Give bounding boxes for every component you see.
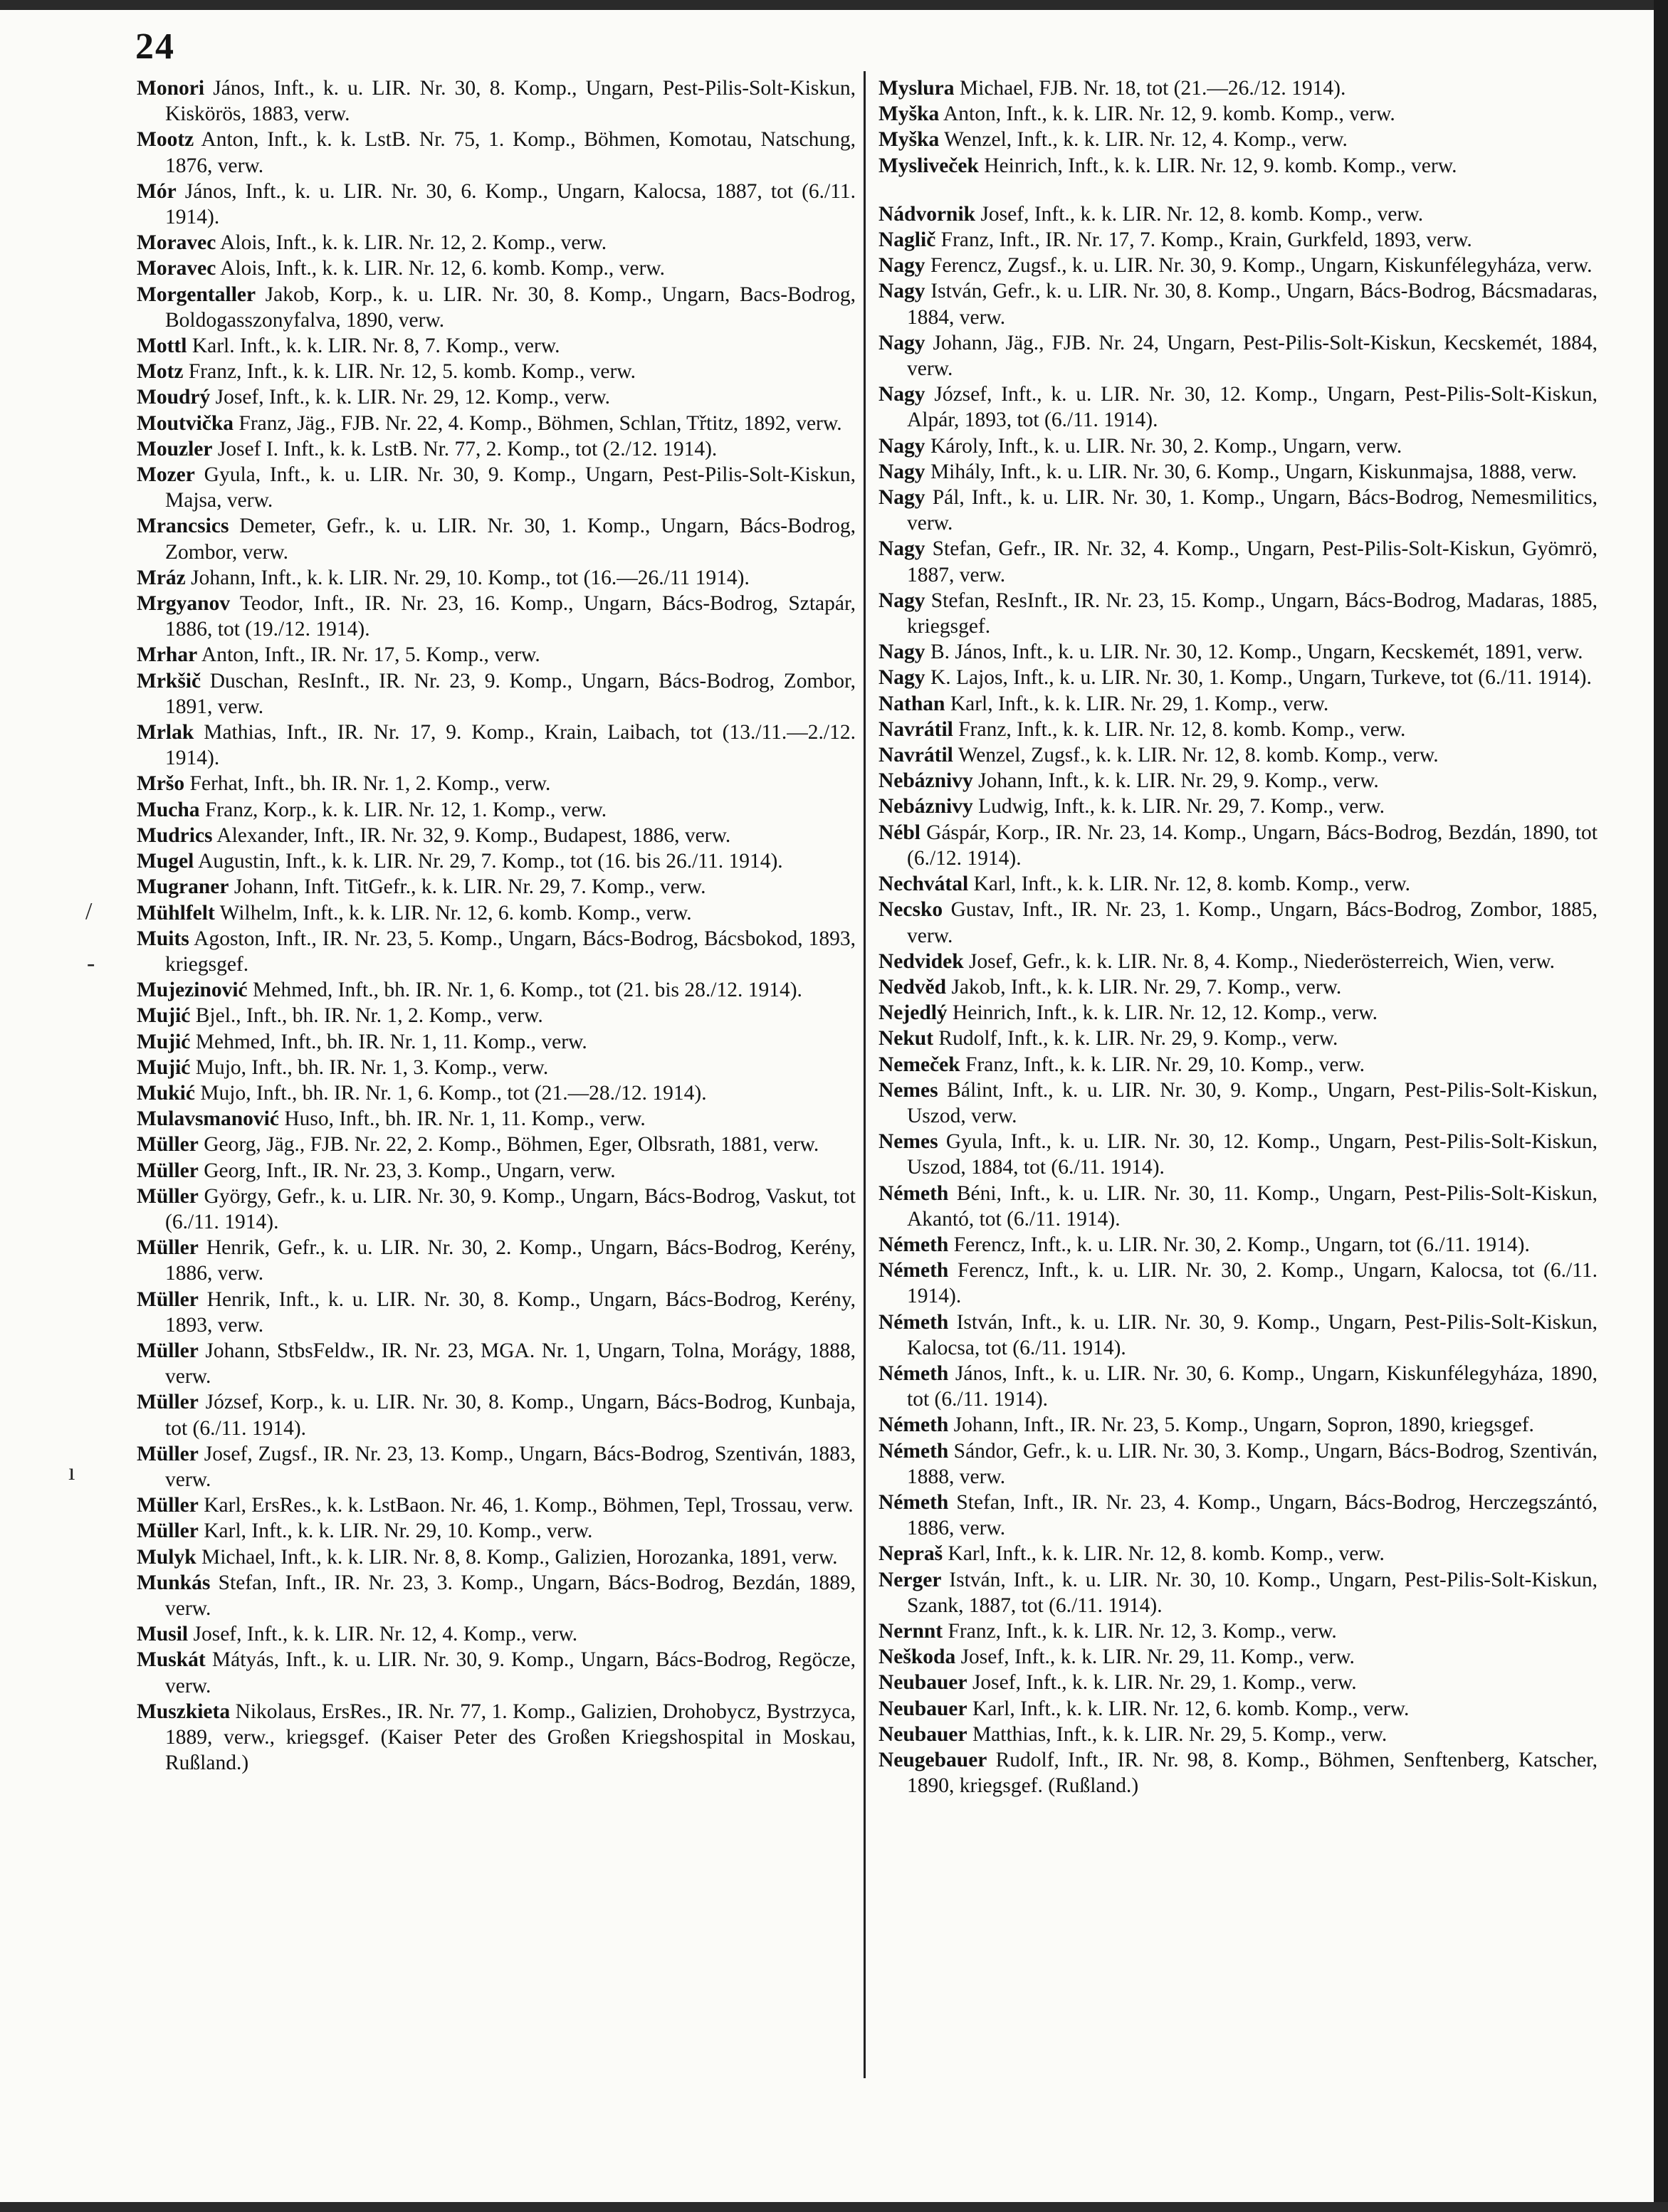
page-number: 24	[135, 26, 175, 67]
entry-details: Franz, Jäg., FJB. Nr. 22, 4. Komp., Böhmen, Schlan, Třtitz, 1892, verw.	[234, 411, 842, 435]
list-item	[878, 974, 1598, 1000]
list-item	[137, 591, 856, 642]
margin-mark-tick: ı	[68, 1459, 75, 1485]
list-item	[137, 823, 856, 848]
entry-surname: Nechvátal	[878, 873, 969, 896]
list-item	[878, 330, 1598, 381]
list-item	[137, 1699, 856, 1776]
entry-surname: Németh	[878, 1310, 949, 1334]
margin-mark-slash: /	[85, 898, 93, 925]
entry-details: Mujo, Inft., bh. IR. Nr. 1, 6. Komp., tot (21.—28./12. 1914).	[194, 1081, 707, 1105]
list-item	[137, 668, 856, 720]
entry-surname: Nádvornik	[878, 202, 976, 226]
entry-surname: Neubauer	[878, 1671, 967, 1695]
list-item	[137, 384, 856, 410]
list-item	[137, 1003, 856, 1028]
entry-surname: Myška	[878, 128, 940, 152]
list-item	[878, 691, 1598, 717]
left-column-entries	[137, 75, 856, 1776]
entry-details: Franz, Korp., k. k. LIR. Nr. 12, 1. Komp., verw.	[199, 798, 607, 821]
list-item	[137, 1055, 856, 1080]
entry-details: Michael, FJB. Nr. 18, tot (21.—26./12. 1914).	[954, 77, 1346, 100]
entry-surname: Nagy	[878, 537, 925, 561]
entry-surname: Nerger	[878, 1568, 942, 1591]
entry-details: Ferhat, Inft., bh. IR. Nr. 1, 2. Komp., verw.	[184, 772, 551, 796]
list-item	[137, 1235, 856, 1286]
entry-surname: Nagy	[878, 280, 925, 303]
entry-details: Augustin, Inft., k. k. LIR. Nr. 29, 7. Komp., tot (16. bis 26./11. 1914).	[194, 850, 783, 873]
entry-surname: Müller	[137, 1133, 199, 1157]
entry-surname: Mráz	[137, 566, 186, 589]
list-item	[137, 1492, 856, 1518]
entry-surname: Nekut	[878, 1027, 934, 1050]
entry-surname: Mrhar	[137, 643, 198, 667]
list-item	[137, 926, 856, 977]
list-item	[878, 1541, 1598, 1566]
entry-details: Wenzel, Inft., k. k. LIR. Nr. 12, 4. Komp., verw.	[939, 128, 1348, 152]
entry-details: Franz, Inft., IR. Nr. 17, 7. Komp., Krain, Gurkfeld, 1893, verw.	[935, 228, 1472, 252]
entry-details: Franz, Inft., k. k. LIR. Nr. 29, 10. Komp., verw.	[960, 1053, 1365, 1076]
list-item	[878, 278, 1598, 330]
entry-surname: Mujić	[137, 1055, 191, 1079]
entry-details: Johann, Inft., IR. Nr. 23, 5. Komp., Ungarn, Sopron, 1890, kriegsgef.	[948, 1413, 1534, 1437]
list-item	[137, 359, 856, 384]
entry-details: Károly, Inft., k. u. LIR. Nr. 30, 2. Komp., Ungarn, verw.	[925, 434, 1402, 458]
list-item	[878, 536, 1598, 587]
entry-surname: Mucha	[137, 798, 200, 821]
entry-surname: Müller	[137, 1520, 199, 1543]
entry-details: Mátyás, Inft., k. u. LIR. Nr. 30, 9. Komp., Ungarn, Bács-Bodrog, Regöcze, verw.	[165, 1648, 856, 1697]
entry-details: Matthias, Inft., k. k. LIR. Nr. 29, 5. Komp., verw.	[967, 1722, 1388, 1746]
entry-details: Josef, Gefr., k. k. LIR. Nr. 8, 4. Komp., Niederösterreich, Wien, verw.	[963, 949, 1556, 973]
entry-details: István, Inft., k. u. LIR. Nr. 30, 9. Komp., Ungarn, Pest-Pilis-Solt-Kiskun, Kalocsa, tot (6./11. 1914).	[907, 1310, 1598, 1359]
list-item	[878, 381, 1598, 433]
entry-surname: Nébl	[878, 821, 920, 844]
list-item	[137, 1184, 856, 1235]
entry-surname: Motz	[137, 360, 184, 384]
entry-surname: Mujić	[137, 1004, 191, 1028]
entry-surname: Mrkšič	[137, 669, 201, 692]
entry-details: Franz, Inft., k. k. LIR. Nr. 12, 5. komb. Komp., verw.	[183, 360, 636, 384]
entry-surname: Mootz	[137, 128, 194, 152]
list-item	[878, 1258, 1598, 1309]
entry-details: Huso, Inft., bh. IR. Nr. 1, 11. Komp., verw.	[278, 1107, 646, 1131]
list-item	[878, 1747, 1598, 1798]
entry-surname: Müller	[137, 1287, 199, 1311]
list-item	[137, 771, 856, 796]
list-item	[137, 720, 856, 771]
entry-details: Josef, Inft., k. k. LIR. Nr. 29, 12. Komp., verw.	[210, 386, 611, 409]
entry-details: Alois, Inft., k. k. LIR. Nr. 12, 6. komb. Komp., verw.	[216, 257, 666, 280]
entry-details: Mujo, Inft., bh. IR. Nr. 1, 3. Komp., verw.	[190, 1055, 549, 1079]
entry-surname: Mudrics	[137, 823, 213, 847]
entry-details: Gyula, Inft., k. u. LIR. Nr. 30, 9. Komp., Ungarn, Pest-Pilis-Solt-Kiskun, Majsa, verw.	[165, 463, 856, 512]
list-item	[878, 253, 1598, 278]
entry-details: József, Korp., k. u. LIR. Nr. 30, 8. Komp., Ungarn, Bács-Bodrog, Kunbaja, tot (6./11. 1914).	[165, 1391, 856, 1440]
entry-surname: Németh	[878, 1259, 949, 1283]
entry-details: Georg, Inft., IR. Nr. 23, 3. Komp., Ungarn, verw.	[198, 1159, 616, 1182]
entry-surname: Müller	[137, 1159, 199, 1182]
list-item	[137, 179, 856, 230]
list-item	[878, 433, 1598, 459]
list-item	[137, 848, 856, 874]
entry-details: Georg, Jäg., FJB. Nr. 22, 2. Komp., Böhmen, Eger, Olbsrath, 1881, verw.	[198, 1133, 819, 1157]
list-item	[137, 900, 856, 926]
scan-edge-right	[1654, 0, 1668, 2212]
entry-surname: Moudrý	[137, 386, 211, 409]
entry-details: Karl, Inft., k. k. LIR. Nr. 29, 1. Komp., verw.	[945, 692, 1329, 715]
entry-details: K. Lajos, Inft., k. u. LIR. Nr. 30, 1. Komp., Ungarn, Turkeve, tot (6./11. 1914).	[925, 666, 1592, 690]
entry-details: Stefan, ResInft., IR. Nr. 23, 15. Komp., Ungarn, Bács-Bodrog, Madaras, 1885, kriegsgef.	[907, 589, 1598, 638]
entry-surname: Müller	[137, 1442, 199, 1465]
list-item	[878, 794, 1598, 819]
margin-mark-dash: -	[87, 950, 95, 976]
scan-edge-top	[0, 0, 1668, 10]
list-item	[878, 1078, 1598, 1129]
entry-details: Karl, ErsRes., k. k. LstBaon. Nr. 46, 1. Komp., Böhmen, Tepl, Trossau, verw.	[198, 1494, 854, 1517]
entry-surname: Nebáznivy	[878, 769, 973, 793]
list-item	[137, 1389, 856, 1441]
list-item	[878, 820, 1598, 871]
entry-surname: Mujezinović	[137, 979, 248, 1002]
list-item	[878, 1232, 1598, 1258]
entry-surname: Nedvěd	[878, 975, 947, 999]
list-item	[878, 1567, 1598, 1618]
list-item	[137, 462, 856, 513]
entry-surname: Nagy	[878, 254, 925, 278]
entry-details: Mihály, Inft., k. u. LIR. Nr. 30, 6. Komp., Ungarn, Kiskunmajsa, 1888, verw.	[925, 460, 1578, 483]
entry-surname: Munkás	[137, 1571, 211, 1594]
entry-details: Josef, Zugsf., IR. Nr. 23, 13. Komp., Ungarn, Bács-Bodrog, Szentiván, 1883, verw.	[165, 1442, 856, 1491]
entry-surname: Musil	[137, 1623, 189, 1646]
entry-details: Alois, Inft., k. k. LIR. Nr. 12, 2. Komp., verw.	[216, 231, 607, 255]
entry-surname: Németh	[878, 1362, 949, 1385]
entry-surname: Mozer	[137, 463, 195, 487]
entry-details: Rudolf, Inft., IR. Nr. 98, 8. Komp., Böhmen, Senftenberg, Katscher, 1890, kriegsgef. (Rußland.)	[907, 1749, 1598, 1798]
entry-surname: Nagy	[878, 666, 925, 690]
entry-details: Teodor, Inft., IR. Nr. 23, 16. Komp., Ungarn, Bács-Bodrog, Sztapár, 1886, tot (19./12. 1914).	[165, 592, 856, 641]
list-item	[137, 256, 856, 281]
entry-details: Stefan, Gefr., IR. Nr. 32, 4. Komp., Ungarn, Pest-Pilis-Solt-Kiskun, Gyömrö, 1887, verw.	[907, 537, 1598, 586]
entry-details: Bjel., Inft., bh. IR. Nr. 1, 2. Komp., verw.	[190, 1004, 543, 1028]
list-item	[137, 1132, 856, 1157]
entry-surname: Neškoda	[878, 1645, 956, 1669]
list-item	[878, 1722, 1598, 1747]
entry-surname: Neubauer	[878, 1722, 967, 1746]
entry-surname: Muskát	[137, 1648, 206, 1672]
list-item	[137, 1570, 856, 1621]
entry-surname: Nathan	[878, 692, 945, 715]
entry-details: Anton, Inft., IR. Nr. 17, 5. Komp., verw.	[197, 643, 540, 667]
entry-details: Ludwig, Inft., k. k. LIR. Nr. 29, 7. Komp., verw.	[972, 795, 1385, 818]
entry-surname: Mottl	[137, 335, 187, 358]
list-item	[878, 1052, 1598, 1078]
list-item	[137, 1544, 856, 1570]
list-item	[878, 871, 1598, 897]
list-item	[878, 1618, 1598, 1644]
entry-surname: Németh	[878, 1233, 949, 1256]
list-item	[878, 201, 1598, 227]
entry-surname: Nagy	[878, 486, 925, 510]
entry-surname: Mrlak	[137, 721, 194, 744]
entry-details: Stefan, Inft., IR. Nr. 23, 3. Komp., Ungarn, Bács-Bodrog, Bezdán, 1889, verw.	[165, 1571, 856, 1620]
entry-surname: Nagy	[878, 434, 925, 458]
entry-surname: Nejedlý	[878, 1001, 948, 1025]
entry-details: Mathias, Inft., IR. Nr. 17, 9. Komp., Krain, Laibach, tot (13./11.—2./12. 1914).	[165, 721, 856, 770]
entry-surname: Nagy	[878, 383, 925, 406]
entry-surname: Németh	[878, 1490, 949, 1514]
entry-details: Josef, Inft., k. k. LIR. Nr. 12, 4. Komp., verw.	[188, 1623, 578, 1646]
entry-surname: Nagy	[878, 331, 925, 354]
entry-details: Pál, Inft., k. u. LIR. Nr. 30, 1. Komp., Ungarn, Bács-Bodrog, Nemesmilitics, verw.	[907, 486, 1598, 535]
entry-surname: Mrancsics	[137, 515, 229, 538]
list-item	[137, 127, 856, 178]
list-item	[137, 1158, 856, 1184]
list-item	[137, 642, 856, 668]
list-item	[878, 227, 1598, 253]
entry-surname: Nemeček	[878, 1053, 960, 1076]
list-item	[137, 1106, 856, 1132]
entry-details: Karl. Inft., k. k. LIR. Nr. 8, 7. Komp., verw.	[187, 335, 560, 358]
list-item	[878, 639, 1598, 665]
entry-surname: Necsko	[878, 898, 943, 922]
list-item	[878, 742, 1598, 768]
entry-details: Rudolf, Inft., k. k. LIR. Nr. 29, 9. Komp., verw.	[933, 1027, 1338, 1050]
list-item	[137, 1287, 856, 1338]
list-item	[137, 513, 856, 564]
entry-details: József, Inft., k. u. LIR. Nr. 30, 12. Komp., Ungarn, Pest-Pilis-Solt-Kiskun, Alpár, 1893, tot (6./11. 1914).	[907, 383, 1598, 432]
entry-surname: Mór	[137, 179, 177, 203]
entry-surname: Nernnt	[878, 1619, 943, 1643]
entry-details: Wilhelm, Inft., k. k. LIR. Nr. 12, 6. komb. Komp., verw.	[214, 901, 692, 925]
entry-surname: Moutvička	[137, 411, 234, 435]
list-item	[137, 1338, 856, 1389]
list-item	[878, 101, 1598, 127]
entry-surname: Mršo	[137, 772, 185, 796]
scan-edge-bottom	[0, 2202, 1668, 2212]
entry-details: Jakob, Korp., k. u. LIR. Nr. 30, 8. Komp., Ungarn, Bacs-Bodrog, Boldogasszonyfalva, 1890, verw.	[165, 283, 856, 332]
entry-details: Johann, Inft., k. k. LIR. Nr. 29, 9. Komp., verw.	[972, 769, 1379, 793]
column-divider	[864, 71, 866, 2078]
list-item	[878, 588, 1598, 639]
entry-details: Henrik, Gefr., k. u. LIR. Nr. 30, 2. Komp., Ungarn, Bács-Bodrog, Kerény, 1886, verw.	[165, 1236, 856, 1285]
list-item	[137, 797, 856, 823]
list-item	[137, 1518, 856, 1544]
entry-details: Agoston, Inft., IR. Nr. 23, 5. Komp., Ungarn, Bács-Bodrog, Bácsbokod, 1893, kriegsgef.	[165, 927, 856, 976]
list-item	[878, 1644, 1598, 1670]
entry-details: Wenzel, Zugsf., k. k. LIR. Nr. 12, 8. komb. Komp., verw.	[953, 744, 1439, 767]
list-item	[878, 717, 1598, 742]
entry-surname: Nemes	[878, 1078, 938, 1102]
entry-details: Demeter, Gefr., k. u. LIR. Nr. 30, 1. Komp., Ungarn, Bács-Bodrog, Zombor, verw.	[165, 515, 856, 564]
list-item	[878, 485, 1598, 536]
entry-details: Johann, Inft. TitGefr., k. k. LIR. Nr. 29, 7. Komp., verw.	[229, 875, 706, 899]
entry-surname: Németh	[878, 1413, 949, 1437]
entry-surname: Nagy	[878, 589, 925, 612]
list-item	[878, 949, 1598, 974]
entry-surname: Mouzler	[137, 437, 213, 460]
entry-details: Gyula, Inft., k. u. LIR. Nr. 30, 12. Komp., Ungarn, Pest-Pilis-Solt-Kiskun, Uszod, 1884, tot (6./11. 1914).	[907, 1130, 1598, 1179]
list-item	[878, 768, 1598, 794]
entry-surname: Mulyk	[137, 1545, 196, 1569]
entry-surname: Mugraner	[137, 875, 229, 899]
entry-details: Mehmed, Inft., bh. IR. Nr. 1, 6. Komp., tot (21. bis 28./12. 1914).	[247, 979, 802, 1002]
entry-details: Heinrich, Inft., k. k. LIR. Nr. 12, 12. Komp., verw.	[947, 1001, 1378, 1025]
list-item	[137, 1029, 856, 1055]
entry-details: Bálint, Inft., k. u. LIR. Nr. 30, 9. Komp., Ungarn, Pest-Pilis-Solt-Kiskun, Uszod, verw.	[907, 1078, 1598, 1127]
entry-surname: Nebáznivy	[878, 795, 973, 818]
entry-surname: Németh	[878, 1439, 949, 1463]
entry-details: Nikolaus, ErsRes., IR. Nr. 77, 1. Komp., Galizien, Drohobycz, Bystrzyca, 1889, verw., kriegsgef. (Kaiser Peter des Großen Kriegshospital in Moskau, Rußland.)	[165, 1700, 856, 1775]
list-item	[137, 282, 856, 333]
entry-details: Duschan, ResInft., IR. Nr. 23, 9. Komp., Ungarn, Bács-Bodrog, Zombor, 1891, verw.	[165, 669, 856, 718]
list-item	[137, 75, 856, 127]
list-item	[878, 127, 1598, 152]
list-item	[878, 897, 1598, 948]
entry-details: János, Inft., k. u. LIR. Nr. 30, 6. Komp., Ungarn, Kalocsa, 1887, tot (6./11. 1914).	[165, 179, 856, 229]
entry-details: Josef, Inft., k. k. LIR. Nr. 29, 11. Komp., verw.	[955, 1645, 1355, 1669]
entry-surname: Moravec	[137, 257, 216, 280]
entry-details: Ferencz, Inft., k. u. LIR. Nr. 30, 2. Komp., Ungarn, Kalocsa, tot (6./11. 1914).	[907, 1259, 1598, 1308]
entry-surname: Myška	[878, 102, 940, 126]
entry-details: Josef, Inft., k. k. LIR. Nr. 12, 8. komb. Komp., verw.	[975, 202, 1424, 226]
entry-details: Alexander, Inft., IR. Nr. 32, 9. Komp., Budapest, 1886, verw.	[212, 823, 731, 847]
list-item	[137, 333, 856, 359]
list-item	[878, 1490, 1598, 1541]
entry-surname: Müller	[137, 1236, 199, 1260]
entry-surname: Mrgyanov	[137, 592, 231, 616]
list-item	[137, 874, 856, 900]
entry-surname: Mysliveček	[878, 154, 979, 177]
entry-surname: Nemes	[878, 1130, 938, 1154]
entry-details: Béni, Inft., k. u. LIR. Nr. 30, 11. Komp., Ungarn, Pest-Pilis-Solt-Kiskun, Akantó, tot (6./11. 1914).	[907, 1181, 1598, 1231]
entry-details: János, Inft., k. u. LIR. Nr. 30, 6. Komp., Ungarn, Kiskunfélegyháza, 1890, tot (6./11. 1914).	[907, 1362, 1598, 1411]
list-item	[878, 1438, 1598, 1490]
entry-surname: Neugebauer	[878, 1749, 987, 1771]
entry-surname: Mukić	[137, 1081, 195, 1105]
list-item	[137, 1647, 856, 1698]
entry-details: Jakob, Inft., k. k. LIR. Nr. 29, 7. Komp., verw.	[946, 975, 1342, 999]
list-item	[878, 1310, 1598, 1361]
right-column-entries	[878, 75, 1598, 1798]
entry-details: István, Inft., k. u. LIR. Nr. 30, 10. Komp., Ungarn, Pest-Pilis-Solt-Kiskun, Szank, 1887, tot (6./11. 1914).	[907, 1568, 1598, 1617]
entry-surname: Müller	[137, 1391, 199, 1414]
list-item	[137, 230, 856, 256]
list-item	[878, 665, 1598, 690]
list-item	[137, 436, 856, 462]
list-item	[878, 1129, 1598, 1180]
entry-details: Michael, Inft., k. k. LIR. Nr. 8, 8. Komp., Galizien, Horozanka, 1891, verw.	[196, 1545, 838, 1569]
entry-surname: Németh	[878, 1181, 949, 1205]
list-item	[878, 1181, 1598, 1232]
entry-surname: Nagy	[878, 641, 925, 664]
list-item	[137, 1080, 856, 1106]
entry-details: György, Gefr., k. u. LIR. Nr. 30, 9. Komp., Ungarn, Bács-Bodrog, Vaskut, tot (6./11. 1914).	[165, 1184, 856, 1233]
entry-surname: Nagy	[878, 460, 925, 483]
entry-surname: Muszkieta	[137, 1700, 231, 1723]
entry-details: Stefan, Inft., IR. Nr. 23, 4. Komp., Ungarn, Bács-Bodrog, Herczegszántó, 1886, verw.	[907, 1490, 1598, 1540]
entry-details: Johann, Inft., k. k. LIR. Nr. 29, 10. Komp., tot (16.—26./11 1914).	[185, 566, 750, 589]
entry-surname: Monori	[137, 77, 205, 100]
list-item	[878, 1696, 1598, 1722]
entry-details: Johann, Jäg., FJB. Nr. 24, Ungarn, Pest-Pilis-Solt-Kiskun, Kecskemét, 1884, verw.	[907, 331, 1598, 381]
entry-details: Johann, StbsFeldw., IR. Nr. 23, MGA. Nr. 1, Ungarn, Tolna, Morágy, 1888, verw.	[165, 1339, 856, 1389]
entry-details: Gáspár, Korp., IR. Nr. 23, 14. Komp., Ungarn, Bács-Bodrog, Bezdán, 1890, tot (6./12. 1914).	[907, 821, 1598, 870]
entry-surname: Myslura	[878, 77, 955, 100]
entry-details: Heinrich, Inft., k. k. LIR. Nr. 12, 9. komb. Komp., verw.	[978, 154, 1457, 177]
entry-details: Mehmed, Inft., bh. IR. Nr. 1, 11. Komp., verw.	[190, 1030, 587, 1053]
entry-surname: Nepraš	[878, 1542, 943, 1566]
entry-surname: Morgentaller	[137, 283, 256, 306]
list-item	[878, 153, 1598, 179]
entry-details: Josef, Inft., k. k. LIR. Nr. 29, 1. Komp., verw.	[967, 1671, 1357, 1695]
entry-details: Karl, Inft., k. k. LIR. Nr. 29, 10. Komp., verw.	[198, 1520, 593, 1543]
list-item	[878, 1670, 1598, 1695]
entry-surname: Navrátil	[878, 717, 953, 741]
entry-details: Anton, Inft., k. k. LIR. Nr. 12, 9. komb. Komp., verw.	[939, 102, 1395, 126]
entry-surname: Muits	[137, 927, 189, 950]
entry-details: Ferencz, Inft., k. u. LIR. Nr. 30, 2. Komp., Ungarn, tot (6./11. 1914).	[948, 1233, 1530, 1256]
list-item	[137, 1441, 856, 1492]
list-item	[878, 1412, 1598, 1438]
list-item	[878, 1361, 1598, 1412]
list-item	[878, 459, 1598, 485]
list-item	[878, 1026, 1598, 1051]
entry-surname: Moravec	[137, 231, 216, 255]
entry-details: Karl, Inft., k. k. LIR. Nr. 12, 8. komb. Komp., verw.	[943, 1542, 1385, 1566]
entry-surname: Müller	[137, 1184, 199, 1208]
entry-details: Henrik, Inft., k. u. LIR. Nr. 30, 8. Komp., Ungarn, Bács-Bodrog, Kerény, 1893, verw.	[165, 1287, 856, 1337]
entry-surname: Navrátil	[878, 744, 953, 767]
entry-surname: Nedvidek	[878, 949, 964, 973]
entry-surname: Mühlfelt	[137, 901, 215, 925]
entry-details: István, Gefr., k. u. LIR. Nr. 30, 8. Komp., Ungarn, Bács-Bodrog, Bácsmadaras, 1884, verw.	[907, 280, 1598, 329]
entry-surname: Müller	[137, 1339, 199, 1362]
list-item	[137, 977, 856, 1003]
list-item	[878, 75, 1598, 101]
entry-details: Josef I. Inft., k. k. LstB. Nr. 77, 2. Komp., tot (2./12. 1914).	[212, 437, 718, 460]
list-item	[878, 1000, 1598, 1026]
entry-surname: Naglič	[878, 228, 936, 252]
entry-details: Karl, Inft., k. k. LIR. Nr. 12, 6. komb. Komp., verw.	[967, 1697, 1410, 1720]
entry-surname: Mugel	[137, 850, 194, 873]
entry-surname: Mulavsmanović	[137, 1107, 279, 1131]
entry-surname: Neubauer	[878, 1697, 967, 1720]
entry-details: Ferencz, Zugsf., k. u. LIR. Nr. 30, 9. Komp., Ungarn, Kiskunfélegyháza, verw.	[925, 254, 1593, 278]
entry-details: Anton, Inft., k. k. LstB. Nr. 75, 1. Komp., Böhmen, Komotau, Natschung, 1876, verw.	[165, 128, 856, 177]
entry-details: János, Inft., k. u. LIR. Nr. 30, 8. Komp., Ungarn, Pest-Pilis-Solt-Kiskun, Kiskörös, 1883, verw.	[165, 77, 856, 126]
entry-surname: Mujić	[137, 1030, 191, 1053]
list-item	[137, 411, 856, 436]
entry-details: Sándor, Gefr., k. u. LIR. Nr. 30, 3. Komp., Ungarn, Bács-Bodrog, Szentiván, 1888, verw.	[907, 1439, 1598, 1488]
entry-details: Gustav, Inft., IR. Nr. 23, 1. Komp., Ungarn, Bács-Bodrog, Zombor, 1885, verw.	[907, 898, 1598, 947]
entry-surname: Müller	[137, 1494, 199, 1517]
entry-details: B. János, Inft., k. u. LIR. Nr. 30, 12. Komp., Ungarn, Kecskemét, 1891, verw.	[925, 641, 1583, 664]
list-item	[137, 565, 856, 591]
entry-details: Karl, Inft., k. k. LIR. Nr. 12, 8. komb. Komp., verw.	[968, 873, 1410, 896]
entry-details: Franz, Inft., k. k. LIR. Nr. 12, 8. komb. Komp., verw.	[953, 717, 1406, 741]
entry-details: Franz, Inft., k. k. LIR. Nr. 12, 3. Komp., verw.	[943, 1619, 1337, 1643]
list-item	[137, 1621, 856, 1647]
